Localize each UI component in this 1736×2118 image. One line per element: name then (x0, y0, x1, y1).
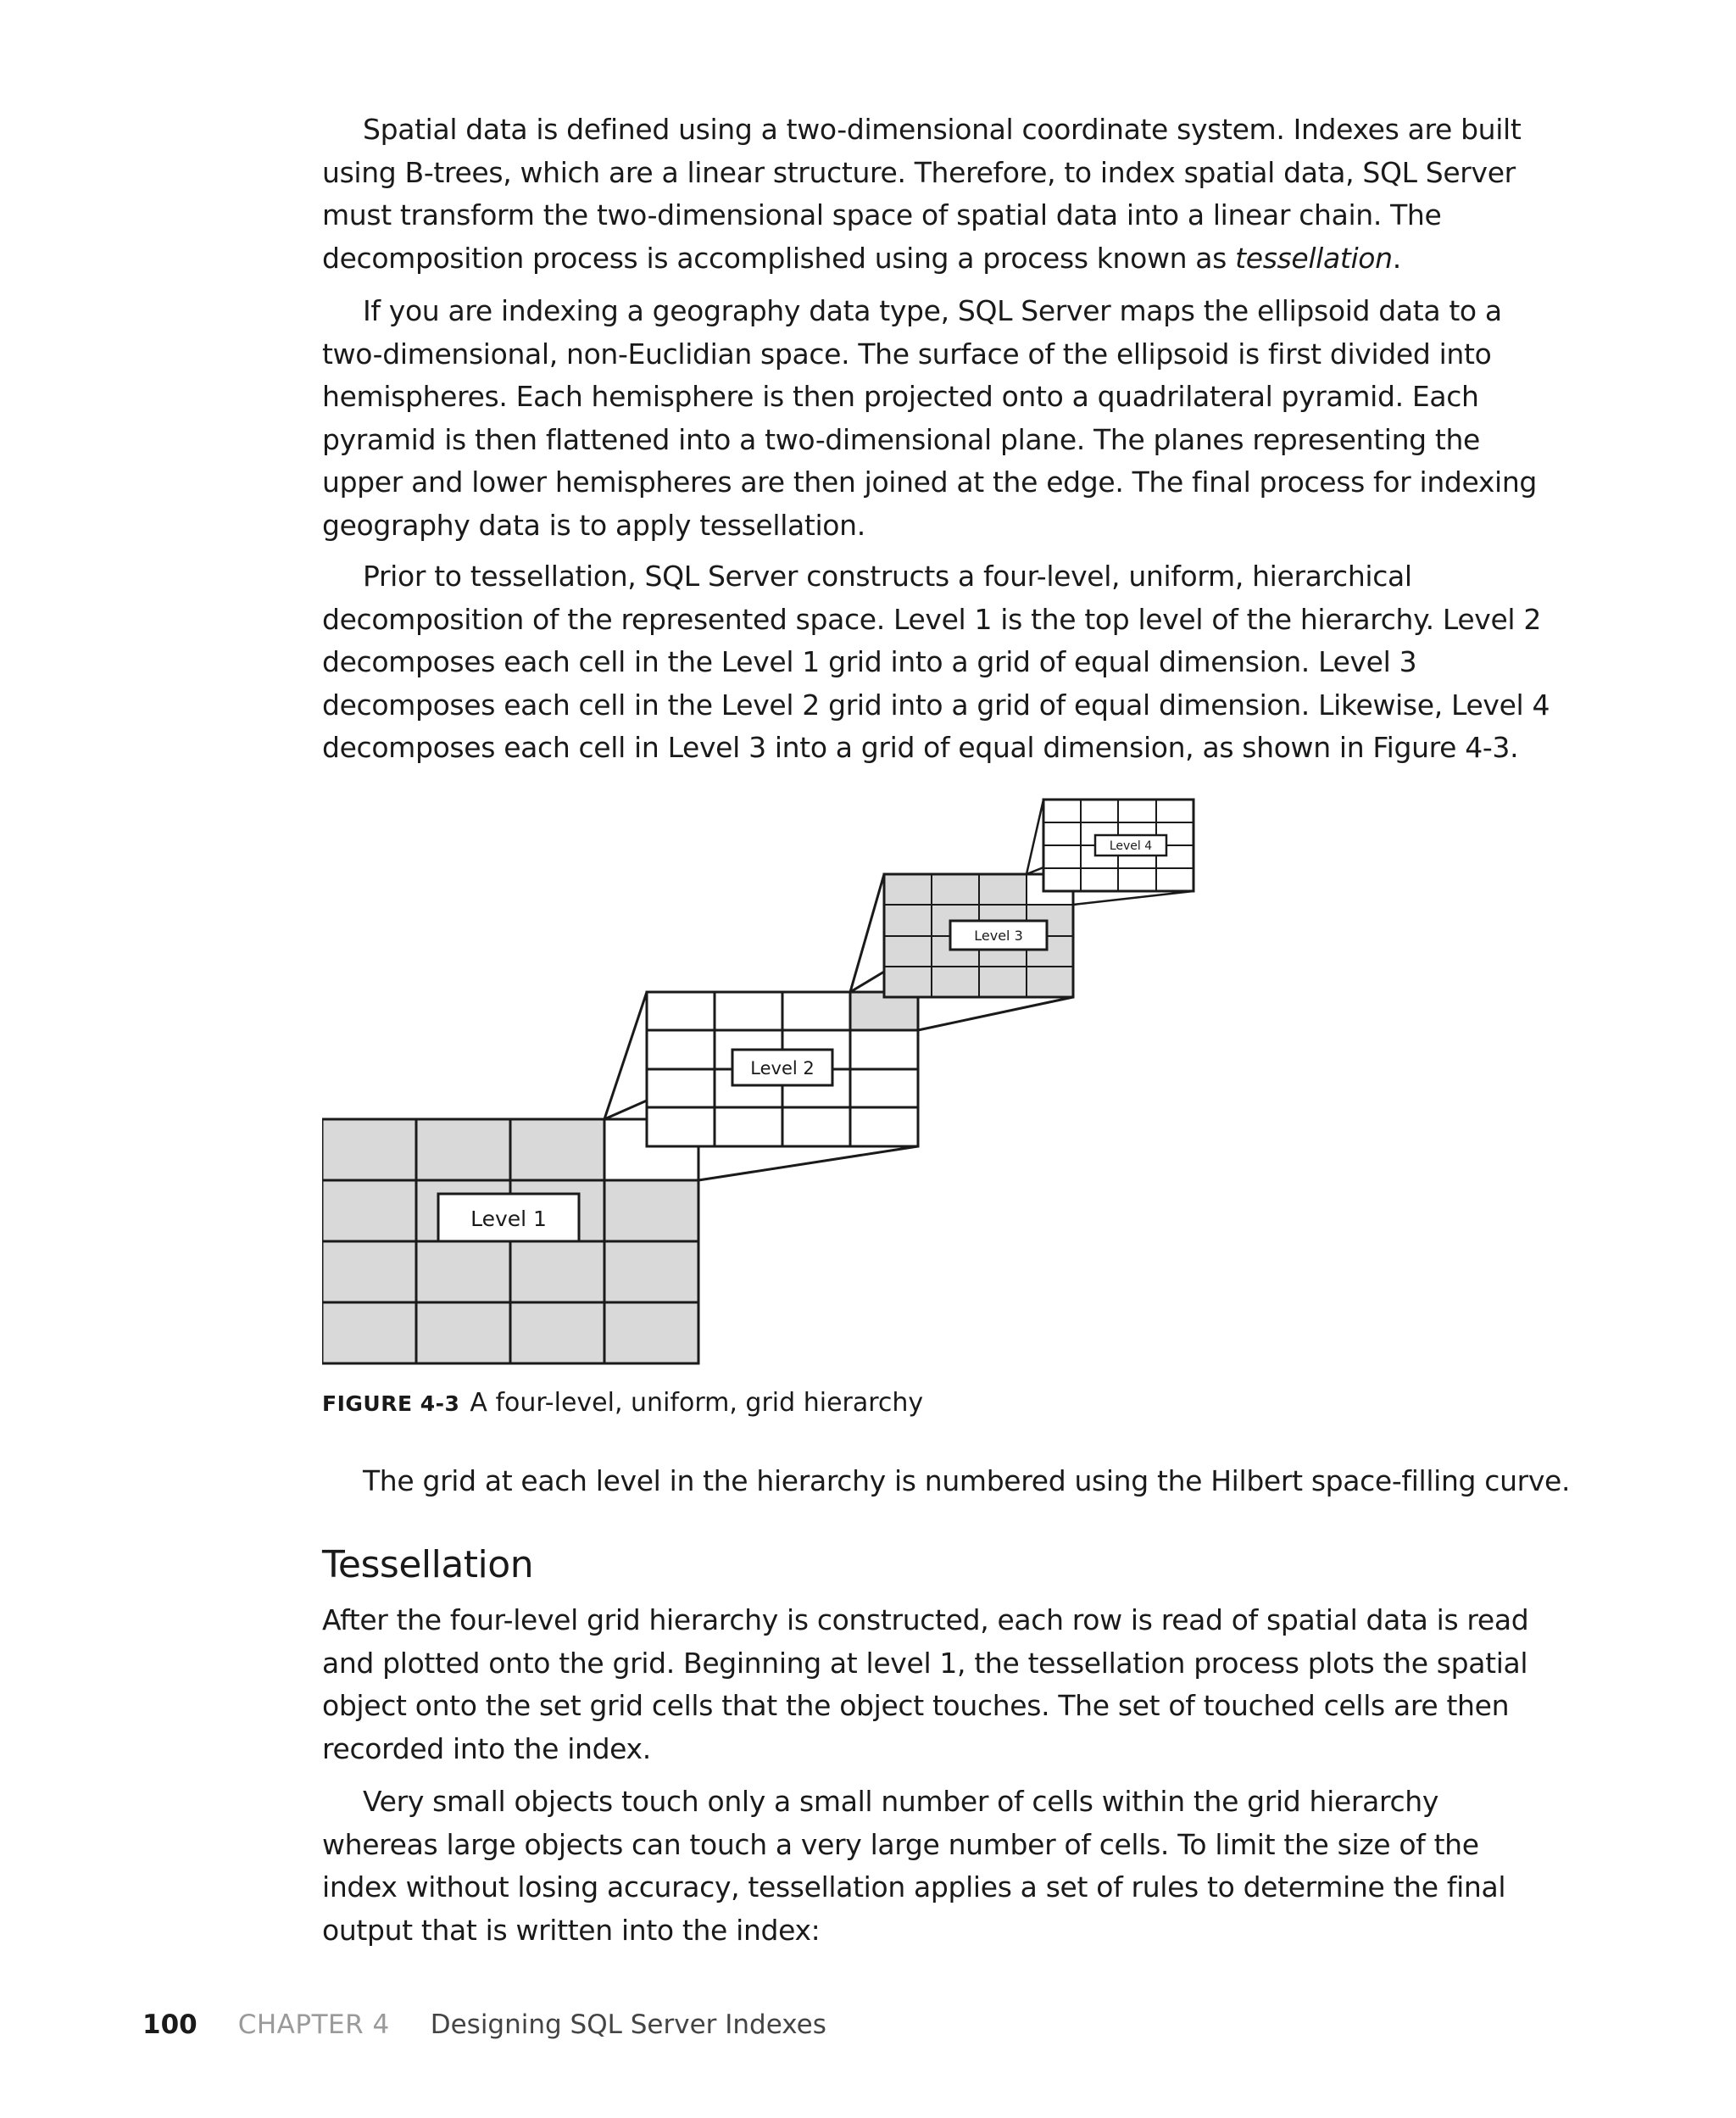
page-number: 100 (142, 2009, 198, 2040)
section-heading: Tessellation (322, 1543, 534, 1586)
level-1-label: Level 1 (470, 1207, 547, 1231)
chapter-label: CHAPTER 4 (237, 2009, 390, 2040)
figure-caption (322, 1387, 923, 1420)
emphasis-tessellation: tessellation (1235, 241, 1393, 275)
chapter-title: Designing SQL Server Indexes (430, 2009, 826, 2040)
figure-grid-hierarchy (322, 797, 1475, 1374)
level-2-label: Level 2 (750, 1058, 815, 1079)
paragraph-1-text: Spatial data is defined using a two-dimensional coordinate system. Indexes are built using B-trees, which are a linear structure. Therefore, to index spatial data, SQL Server must transform the two-dimensional space of spatial data into a linear chain. The decomposition process is accomplished using a process known as (322, 113, 1522, 275)
level-3-label: Level 3 (974, 928, 1023, 944)
page-footer (142, 2008, 826, 2042)
grid-hierarchy-diagram (322, 797, 1475, 1374)
paragraph-1-end: . (1392, 241, 1401, 275)
paragraph-4: The grid at each level in the hierarchy is numbered using the Hilbert space-filling curve. (363, 1464, 1571, 1497)
figure-caption-text: A four-level, uniform, grid hierarchy (470, 1388, 924, 1418)
paragraph-5: After the four-level grid hierarchy is constructed, each row is read of spatial data is read and plotted onto the grid. Beginning at level 1, the tessellation process plots the spatial object onto the set grid cells that the object touches. The set of touched cells are then recorded into the index. (322, 1603, 1529, 1765)
level-4-label: Level 4 (1109, 839, 1153, 853)
paragraph-3: Prior to tessellation, SQL Server constructs a four-level, uniform, hierarchical decomposition of the represented space. Level 1 is the top level of the hierarchy. Level 2 decomposes each cell in the Level 1 grid into a grid of equal dimension. Level 3 decomposes each cell in the Level 2 grid into a grid of equal dimension. Likewise, Level 4 decomposes each cell in Level 3 into a grid of equal dimension, as shown in Figure 4-3. (322, 560, 1550, 764)
paragraph-1 (322, 109, 1551, 280)
paragraph-6: Very small objects touch only a small number of cells within the grid hierarchy whereas large objects can touch a very large number of cells. To limit the size of the index without losing accuracy, tessellation applies a set of rules to determine the final output that is written into the index: (322, 1785, 1506, 1947)
figure-number: FIGURE 4-3 (322, 1391, 460, 1416)
paragraph-2: If you are indexing a geography data type, SQL Server maps the ellipsoid data to a two-dimensional, non-Euclidian space. The surface of the ellipsoid is first divided into hemispheres. Each hemisphere is then projected onto a quadrilateral pyramid. Each pyramid is then flattened into a two-dimensional plane. The planes representing the upper and lower hemispheres are then joined at the edge. The final process for indexing geography data is to apply tessellation. (322, 294, 1538, 542)
